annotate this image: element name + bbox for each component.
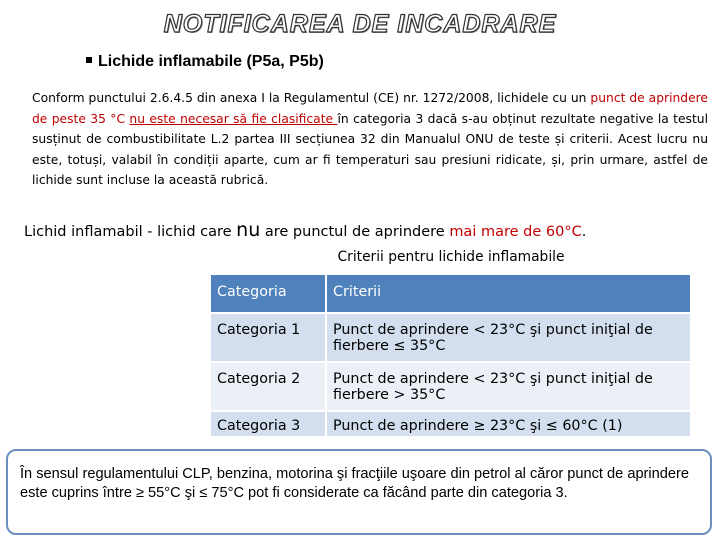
paragraph-red-underlined-text: nu este necesar să fie clasificate bbox=[129, 111, 338, 126]
definition-emphasis: nu bbox=[236, 219, 261, 241]
definition-red-text: mai mare de 60°C bbox=[449, 224, 582, 240]
table-row bbox=[211, 313, 690, 362]
table-cell-category: Categoria 2 bbox=[211, 362, 326, 411]
table-cell-criteria: Punct de aprindere < 23°C şi punct iniţial de fierbere > 35°C bbox=[326, 362, 690, 411]
table-cell-criteria: Punct de aprindere ≥ 23°C şi ≤ 60°C (1) bbox=[326, 411, 690, 437]
table-header-row bbox=[211, 275, 690, 313]
table-cell-category: Categoria 1 bbox=[211, 313, 326, 362]
table-caption: Criterii pentru lichide inflamabile bbox=[337, 249, 565, 265]
regulation-paragraph bbox=[32, 88, 708, 191]
note-text: În sensul regulamentului CLP, benzina, motorina şi fracţiile uşoare din petrol al căror punct de aprindere este cuprins între ≥ 55°C şi ≤ 75°C pot fi considerate ca făcând parte din categoria 3. bbox=[20, 466, 689, 501]
definition-suffix: . bbox=[581, 224, 587, 240]
paragraph-red-text: punct de aprindere de peste 35 °C bbox=[32, 91, 709, 126]
paragraph-text-1: Conform punctului 2.6.4.5 din anexa I la Regulamentul (CE) nr. 1272/2008, lichidele cu un bbox=[32, 91, 591, 105]
table-row bbox=[211, 362, 690, 411]
header-criterii: Criterii bbox=[326, 275, 690, 313]
note-box bbox=[6, 449, 712, 535]
criteria-table bbox=[211, 275, 690, 438]
paragraph-text-2: în categoria 3 dacă s-au obținut rezultate negative la testul susținut de combustibilitate L.2 partea III secțiunea 32 din Manualul ONU de teste și criterii. Acest lucru nu este, totuși, valabil în condiții aparte, cum ar fi temperaturi sau presiuni ridicate, și, prin urmare, astfel de lichide sunt incluse la această rubrică. bbox=[32, 111, 708, 187]
table-cell-criteria: Punct de aprindere < 23°C şi punct iniţial de fierbere ≤ 35°C bbox=[326, 313, 690, 362]
definition-middle: are punctul de aprindere bbox=[260, 224, 450, 240]
definition-line bbox=[24, 219, 704, 241]
bullet-square-icon bbox=[86, 57, 92, 63]
table-cell-category: Categoria 3 bbox=[211, 411, 326, 437]
page-title: NOTIFICAREA DE INCADRARE bbox=[163, 10, 557, 38]
definition-prefix: Lichid inflamabil - lichid care bbox=[24, 224, 237, 240]
table-row bbox=[211, 411, 690, 437]
bullet-heading bbox=[86, 53, 324, 71]
bullet-heading-text: Lichide inflamabile (P5a, P5b) bbox=[98, 53, 324, 70]
header-categoria: Categoria bbox=[211, 275, 326, 313]
